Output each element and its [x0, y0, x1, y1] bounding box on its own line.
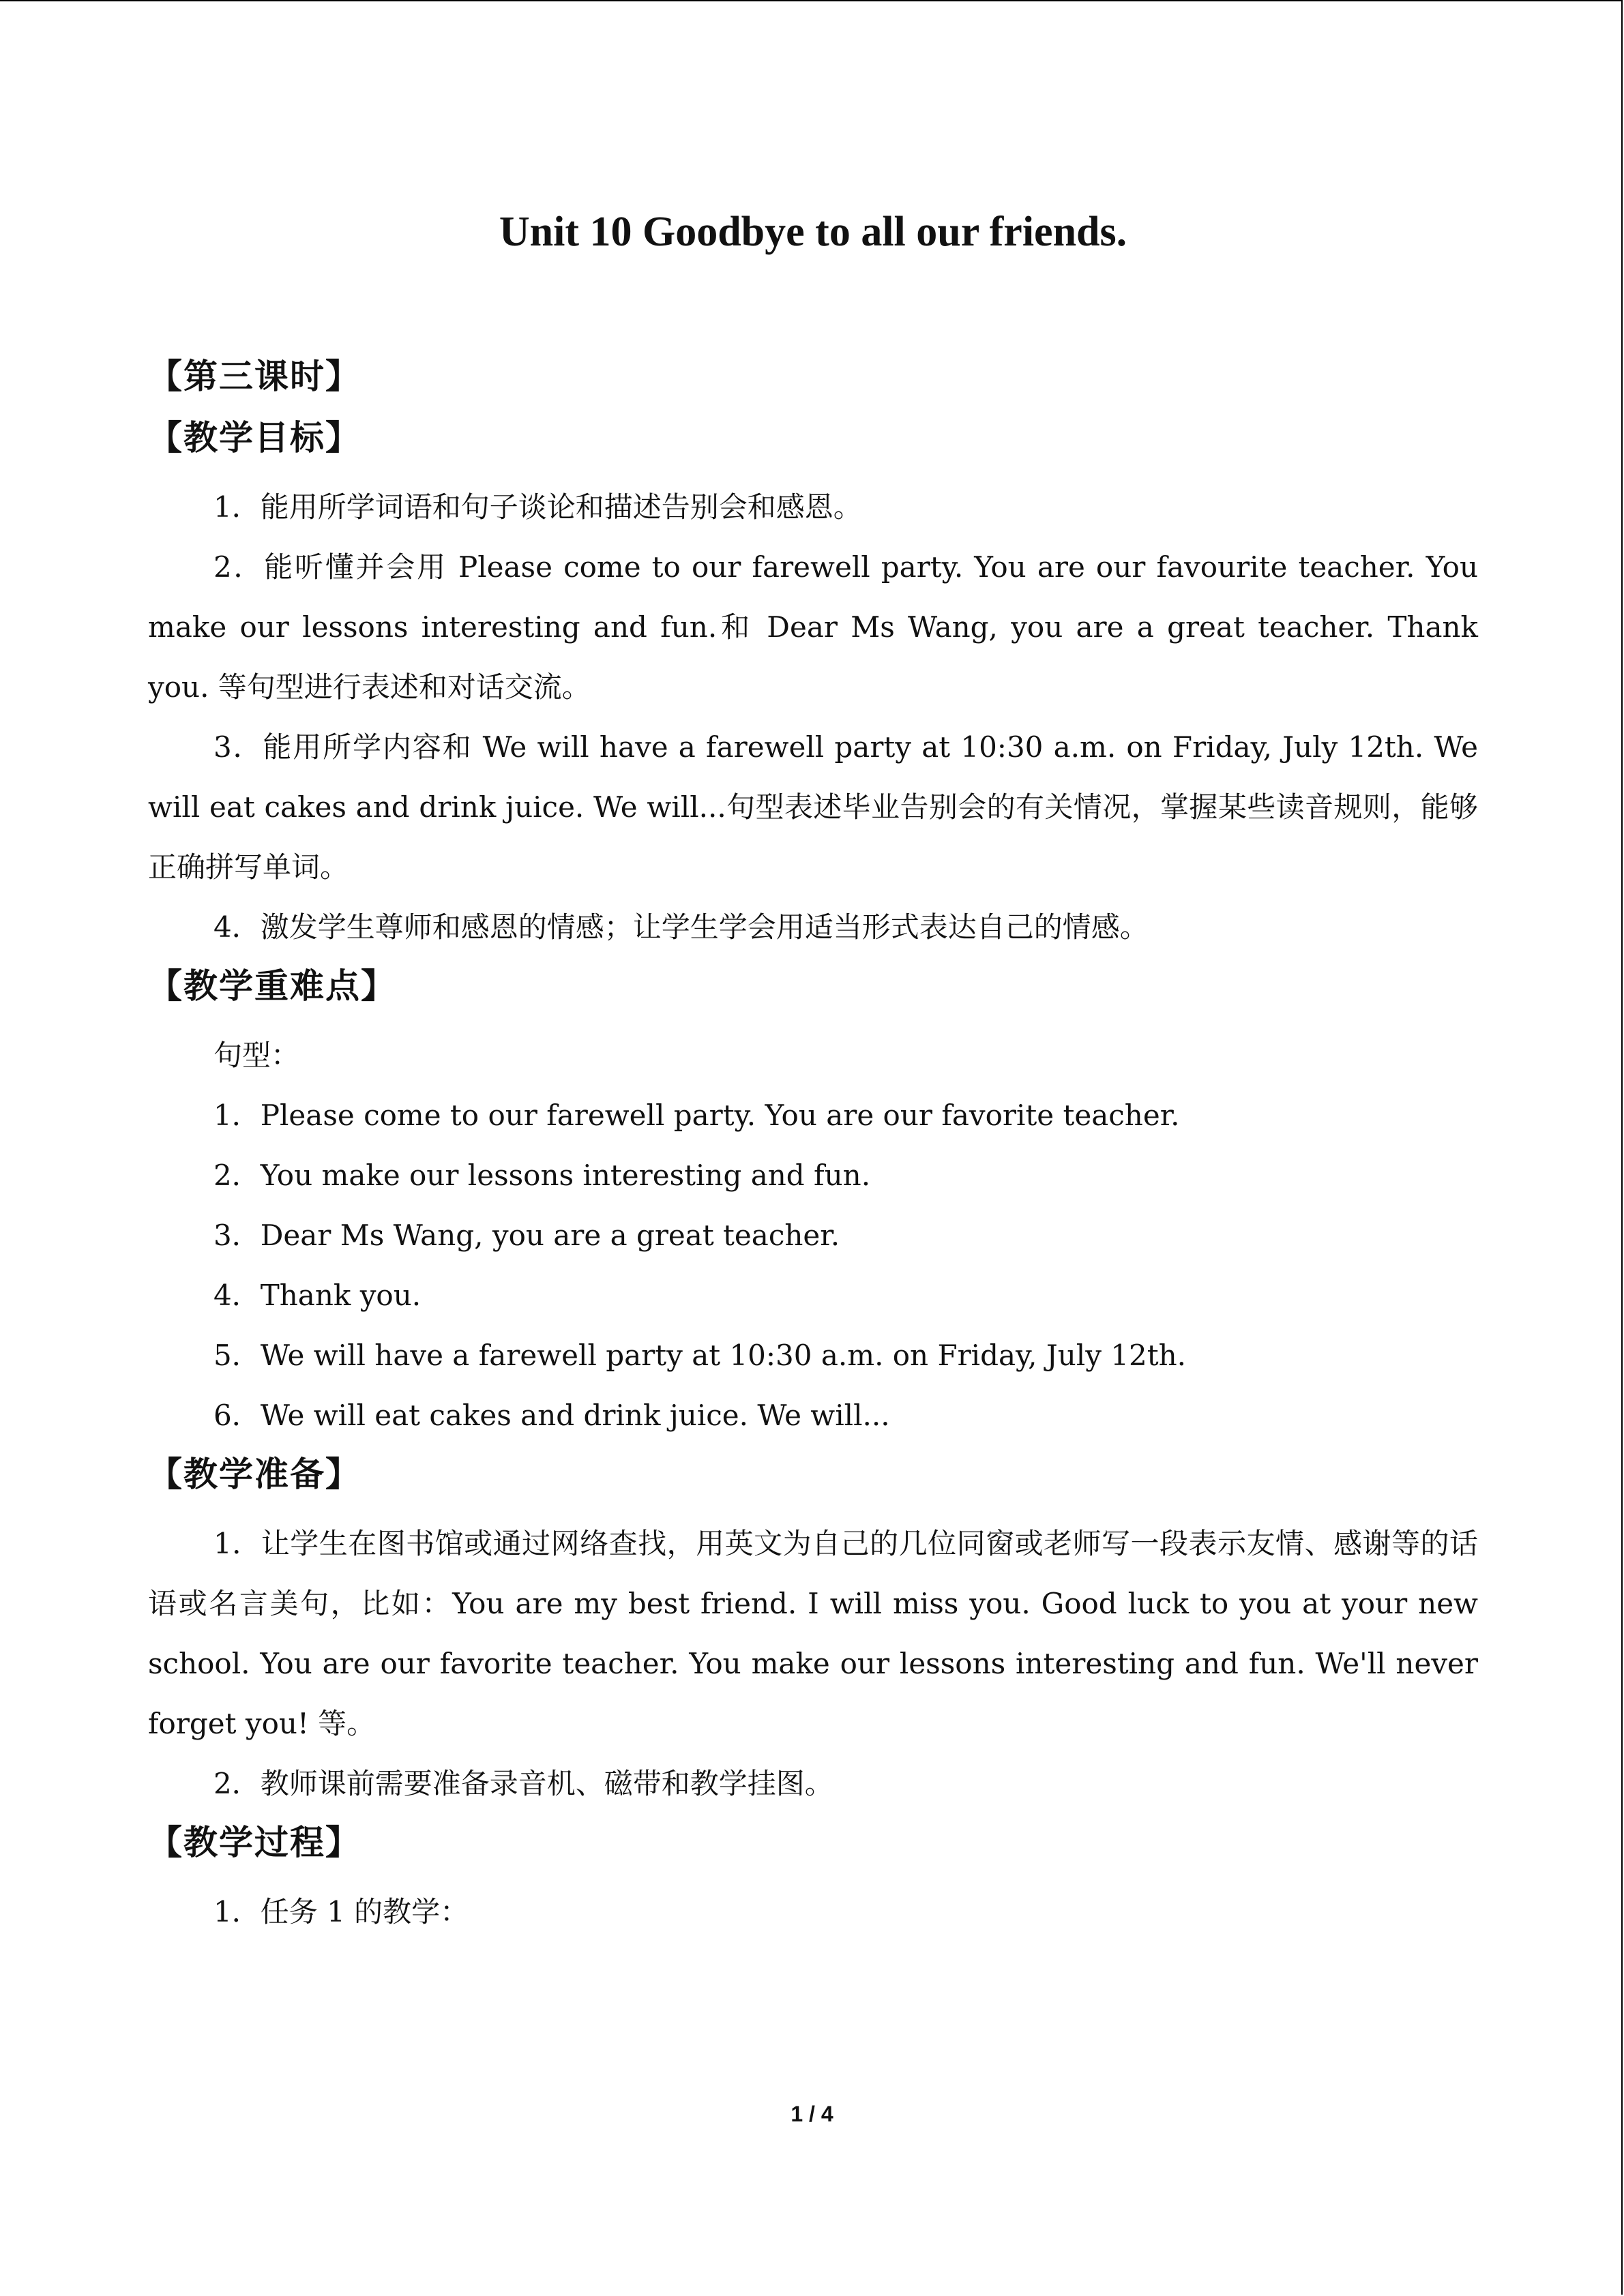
objective-paragraph: 2．能听懂并会用 Please come to our farewell party. You are our favourite teacher. You make our lessons interesting and fun.和 Dear Ms Wang, you are a great teacher. Thank you. 等句型进行表述和对话交流。	[148, 550, 1478, 704]
list-item-text: Thank you.	[260, 1279, 422, 1312]
list-item	[148, 1326, 1478, 1386]
process-paragraph: 1．任务 1 的教学：	[213, 1895, 469, 1928]
lesson-label: 【第三课时】	[148, 357, 361, 396]
list-item-number: 1．	[213, 1099, 261, 1132]
list-item-number: 5．	[213, 1339, 261, 1372]
list-item	[148, 1266, 1478, 1326]
list-item	[148, 1386, 1478, 1446]
document-title: Unit 10 Goodbye to all our friends.	[499, 209, 1127, 255]
list-item-number: 6．	[213, 1399, 261, 1432]
list-item-text: Dear Ms Wang, you are a great teacher.	[260, 1219, 840, 1252]
list-item-text: Please come to our farewell party. You are our favorite teacher.	[260, 1099, 1180, 1132]
objective-paragraph: 4．激发学生尊师和感恩的情感；让学生学会用适当形式表达自己的情感。	[213, 910, 1149, 944]
objective-paragraph: 1．能用所学词语和句子谈论和描述告别会和感恩。	[213, 490, 862, 524]
list-item	[148, 1146, 1478, 1206]
section-heading-process: 【教学过程】	[148, 1823, 361, 1862]
list-item-number: 4．	[213, 1279, 261, 1312]
list-item-text: We will eat cakes and drink juice. We will...	[260, 1399, 890, 1432]
list-item-number: 3．	[213, 1219, 261, 1252]
section-heading-preparation: 【教学准备】	[148, 1455, 361, 1494]
objective-paragraph: 3．能用所学内容和 We will have a farewell party at 10:30 a.m. on Friday, July 12th. We will eat cakes and drink juice. We will...句型表述毕业告别会的有关情况，掌握某些读音规则，能够正确拼写单词。	[148, 730, 1478, 884]
document-body	[148, 205, 1478, 1942]
preparation-paragraph: 2．教师课前需要准备录音机、磁带和教学挂图。	[213, 1767, 833, 1800]
list-item-number: 2．	[213, 1159, 261, 1192]
list-item	[148, 1206, 1478, 1266]
section-heading-objectives: 【教学目标】	[148, 418, 361, 458]
list-item	[148, 1086, 1478, 1146]
list-item-text: You make our lessons interesting and fun.	[260, 1159, 871, 1192]
key-points-intro: 句型：	[213, 1039, 300, 1072]
list-item-text: We will have a farewell party at 10:30 a.m. on Friday, July 12th.	[260, 1339, 1187, 1372]
preparation-paragraph: 1．让学生在图书馆或通过网络查找，用英文为自己的几位同窗或老师写一段表示友情、感谢等的话语或名言美句，比如：You are my best friend. I will miss you. Good luck to you at your new school. You are our favorite teacher. You make our lessons interesting and fun. We'll never forget you! 等。	[148, 1527, 1478, 1740]
page-number: 1 / 4	[791, 2102, 833, 2126]
section-heading-key-points: 【教学重难点】	[148, 966, 396, 1006]
